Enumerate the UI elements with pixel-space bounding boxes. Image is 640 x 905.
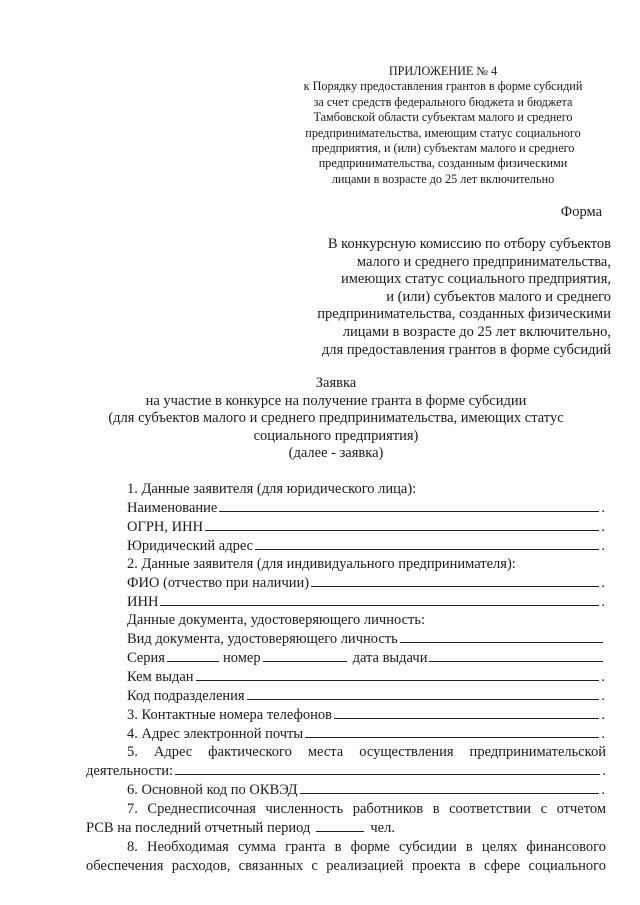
okved-field[interactable] (300, 792, 600, 794)
id-document-heading: Данные документа, удостоверяющего личность: (127, 612, 425, 628)
legal-address-row: Юридический адрес . (127, 538, 605, 554)
issued-by-field[interactable] (196, 679, 600, 681)
addressee-line: и (или) субъектов малого и среднего (386, 288, 611, 305)
ogrn-label: ОГРН, ИНН (127, 519, 204, 535)
number-field[interactable] (263, 660, 347, 662)
grant-line2: обеспечения расходов, связанных с реализацией проекта в сфере социального (86, 858, 606, 874)
appendix-line: предпринимательства, созданным физическими (318, 156, 568, 171)
business-address-line1: 5. Адрес фактического места осуществления предпринимательской (127, 744, 606, 760)
headcount-line1: 7. Среднесписочная численность работников в соответствии с отчетом (127, 801, 606, 817)
title-line: на участие в конкурсе на получение гранта в форме субсидии (145, 392, 527, 409)
doc-type-row (127, 630, 605, 648)
number-label: номер (222, 650, 261, 666)
doc-type-label: Вид документа, удостоверяющего личность (127, 631, 398, 647)
email-field[interactable] (305, 736, 599, 738)
issue-date-label: дата выдачи (352, 650, 428, 666)
appendix-header (283, 64, 603, 187)
addressee-line: лицами в возрасте до 25 лет включительно, (342, 323, 611, 340)
document-title (70, 375, 602, 463)
headcount-row (86, 819, 606, 837)
issue-date-field[interactable] (429, 660, 603, 662)
okved-row: 6. Основной код по ОКВЭД . (127, 782, 605, 798)
form-label: Форма (560, 204, 602, 220)
appendix-line: предприятия, и (или) субъектам малого и среднего (311, 141, 575, 156)
inn-field[interactable] (160, 604, 599, 606)
addressee-line: В конкурсную комиссию по отбору субъектов (327, 236, 611, 252)
addressee-line: имеющих статус социального предприятия, (340, 271, 611, 288)
section1-heading: 1. Данные заявителя (для юридического лица): (127, 481, 417, 497)
business-address-label: деятельности: (86, 763, 174, 779)
appendix-line: за счет средств федерального бюджета и бюджета (313, 94, 573, 109)
doc-type-field[interactable] (400, 641, 603, 643)
series-field[interactable] (167, 660, 219, 662)
appendix-line: Тамбовской области субъектам малого и среднего (313, 110, 573, 125)
issued-by-label: Кем выдан (127, 669, 194, 685)
series-label: Серия (127, 650, 165, 666)
name-field[interactable] (219, 510, 599, 512)
addressee-block (317, 236, 611, 359)
phones-label: 3. Контактные номера телефонов (127, 707, 332, 723)
subdivision-field[interactable] (247, 698, 600, 700)
fio-label: ФИО (отчество при наличии) (127, 575, 310, 591)
appendix-line: к Порядку предоставления грантов в форме субсидий (303, 79, 583, 94)
email-label: 4. Адрес электронной почты (127, 726, 304, 742)
addressee-line: предпринимательства, созданных физическими (317, 306, 611, 323)
name-label: Наименование (127, 500, 218, 516)
business-address-field[interactable] (175, 773, 600, 775)
subdivision-label: Код подразделения (127, 688, 245, 704)
phones-row: 3. Контактные номера телефонов . (127, 707, 605, 723)
name-row: Наименование . (127, 500, 605, 516)
title-line: социального предприятия) (253, 427, 419, 444)
appendix-line: предпринимательства, имеющим статус социального (305, 125, 581, 140)
grant-line1: 8. Необходимая сумма гранта в форме субсидии в целях финансового (127, 839, 606, 855)
issued-by-row: Кем выдан . (127, 669, 605, 685)
headcount-unit: чел. (370, 820, 395, 836)
appendix-title: ПРИЛОЖЕНИЕ № 4 (388, 64, 498, 78)
business-address-row: деятельности: . (86, 763, 606, 779)
headcount-label: РСВ на последний отчетный период (86, 820, 311, 836)
title-heading: Заявка (315, 375, 357, 391)
headcount-field[interactable] (316, 830, 364, 832)
fio-field[interactable] (311, 585, 599, 587)
legal-address-field[interactable] (255, 548, 599, 550)
subdivision-row: Код подразделения . (127, 688, 605, 704)
inn-row: ИНН . (127, 594, 605, 610)
okved-label: 6. Основной код по ОКВЭД (127, 782, 298, 798)
title-line: (для субъектов малого и среднего предпринимательства, имеющих статус (108, 410, 564, 427)
section2-heading: 2. Данные заявителя (для индивидуального предпринимателя): (127, 556, 516, 572)
ogrn-field[interactable] (205, 529, 599, 531)
fio-row: ФИО (отчество при наличии) . (127, 575, 605, 591)
email-row: 4. Адрес электронной почты . (127, 726, 605, 742)
addressee-line: малого и среднего предпринимательства, (356, 253, 611, 270)
ogrn-row: ОГРН, ИНН . (127, 519, 605, 535)
inn-label: ИНН (127, 594, 159, 610)
series-number-row (127, 649, 605, 667)
legal-address-label: Юридический адрес (127, 538, 254, 554)
addressee-line: для предоставления грантов в форме субсидий (321, 341, 611, 358)
phones-field[interactable] (334, 717, 599, 719)
title-line: (далее - заявка) (288, 445, 384, 462)
appendix-line: лицами в возрасте до 25 лет включительно (331, 171, 555, 186)
